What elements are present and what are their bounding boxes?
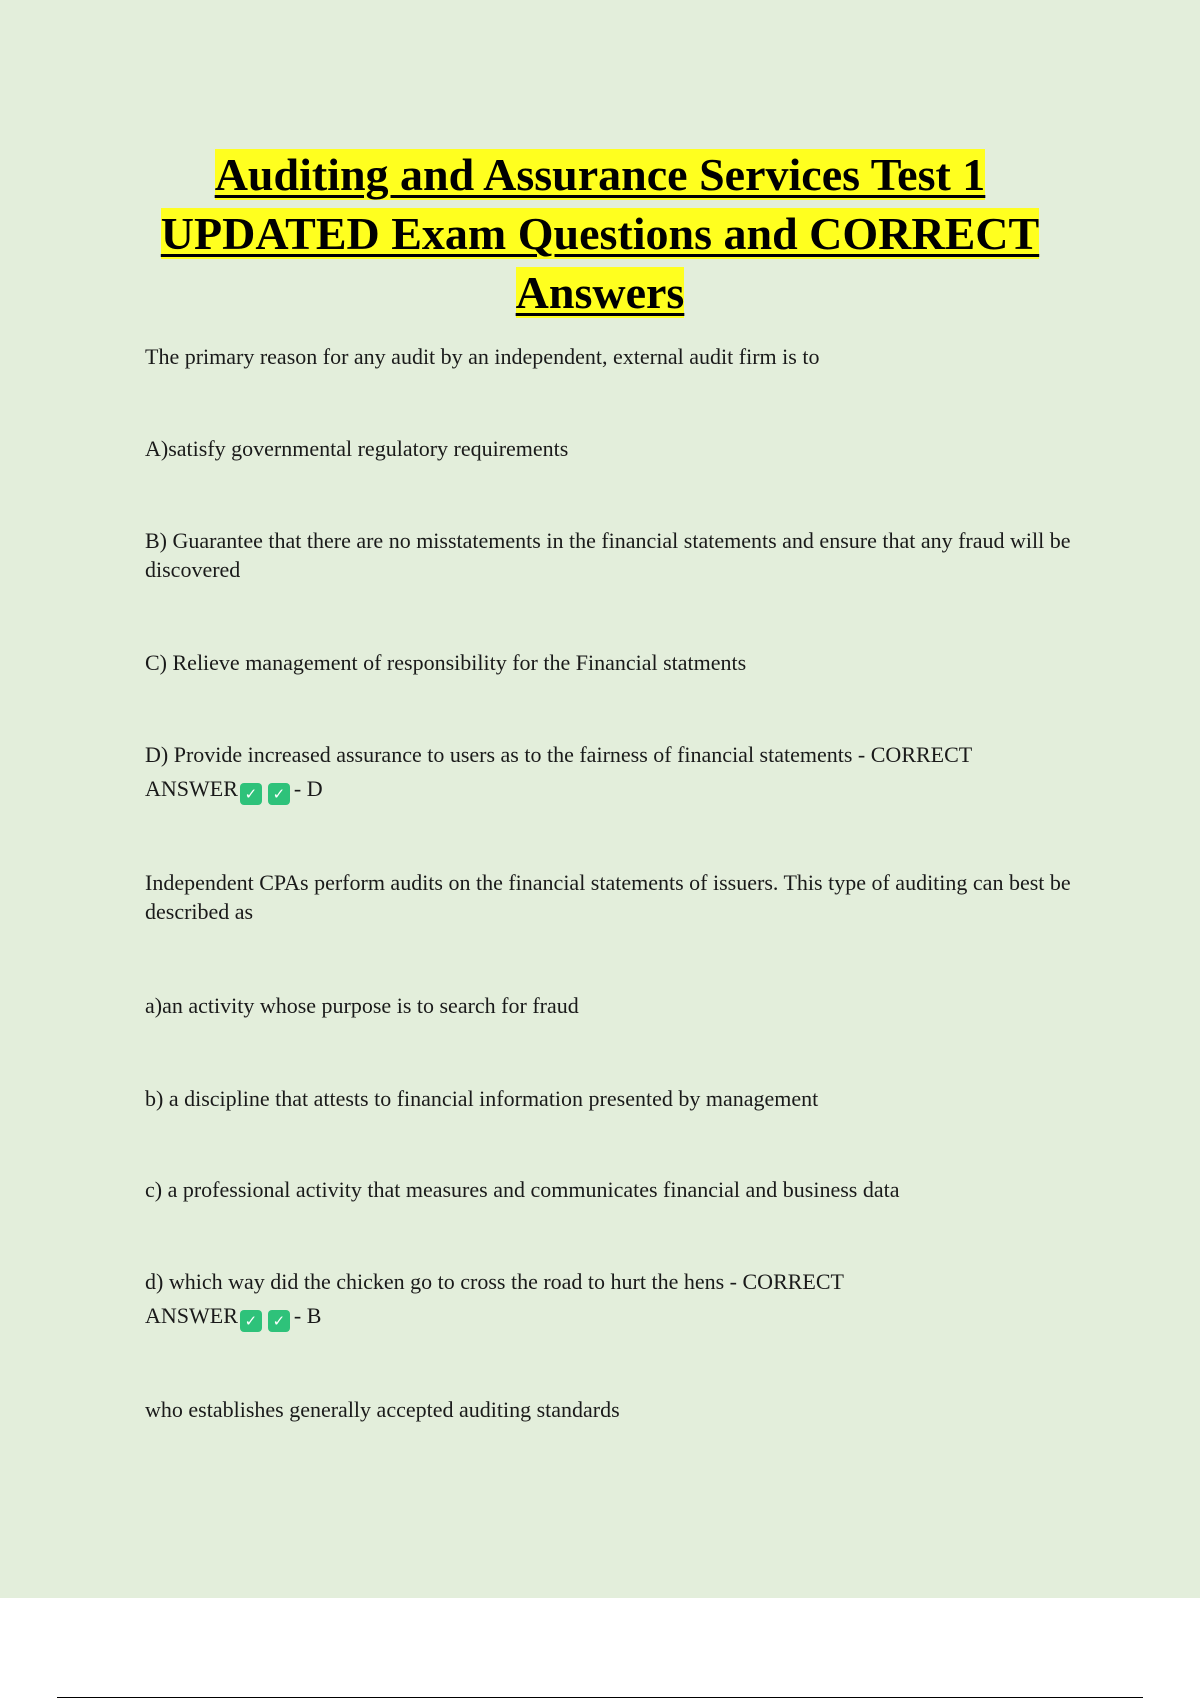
- q1-answer-label: ANSWER: [145, 776, 238, 801]
- q2-option-a: a)an activity whose purpose is to search for fraud: [145, 993, 579, 1018]
- q2-answer-value: - B: [293, 1303, 322, 1328]
- q1-question: The primary reason for any audit by an independent, external audit firm is to: [145, 344, 820, 369]
- q1-option-d-text: D) Provide increased assurance to users as to the fairness of financial statements - CORRECT: [145, 742, 973, 767]
- q2-option-b: b) a discipline that attests to financial information presented by management: [145, 1086, 819, 1111]
- q1-option-c: C) Relieve management of responsibility for the Financial statments: [145, 650, 747, 675]
- footer-divider: [57, 1697, 1143, 1698]
- title-line-2: UPDATED Exam Questions and CORRECT: [160, 208, 1040, 259]
- q2-option-d-text: d) which way did the chicken go to cross the road to hurt the hens - CORRECT: [145, 1269, 844, 1294]
- check-icon: ✓: [268, 1310, 290, 1332]
- check-icon: ✓: [240, 1310, 262, 1332]
- q2-question: Independent CPAs perform audits on the financial statements of issuers. This type of auditing can best be described as: [145, 870, 1071, 924]
- document-title: [0, 145, 1200, 322]
- q2-option-c: c) a professional activity that measures and communicates financial and business data: [145, 1177, 900, 1202]
- q1-answer: [145, 774, 1075, 805]
- title-line-3: Answers: [515, 267, 685, 318]
- check-icon: ✓: [268, 783, 290, 805]
- title-line-1: Auditing and Assurance Services Test 1: [214, 149, 986, 200]
- q1-answer-value: - D: [293, 776, 323, 801]
- q3-question: who establishes generally accepted auditing standards: [145, 1397, 620, 1422]
- q2-answer: [145, 1301, 1075, 1332]
- q2-answer-label: ANSWER: [145, 1303, 238, 1328]
- q2-option-d: [145, 1267, 1075, 1332]
- title-text: [0, 145, 1200, 322]
- q1-option-a: A)satisfy governmental regulatory requirements: [145, 436, 569, 461]
- q1-option-d: [145, 740, 1075, 805]
- check-icon: ✓: [240, 783, 262, 805]
- q1-option-b: B) Guarantee that there are no misstatements in the financial statements and ensure that any fraud will be discovered: [145, 528, 1071, 582]
